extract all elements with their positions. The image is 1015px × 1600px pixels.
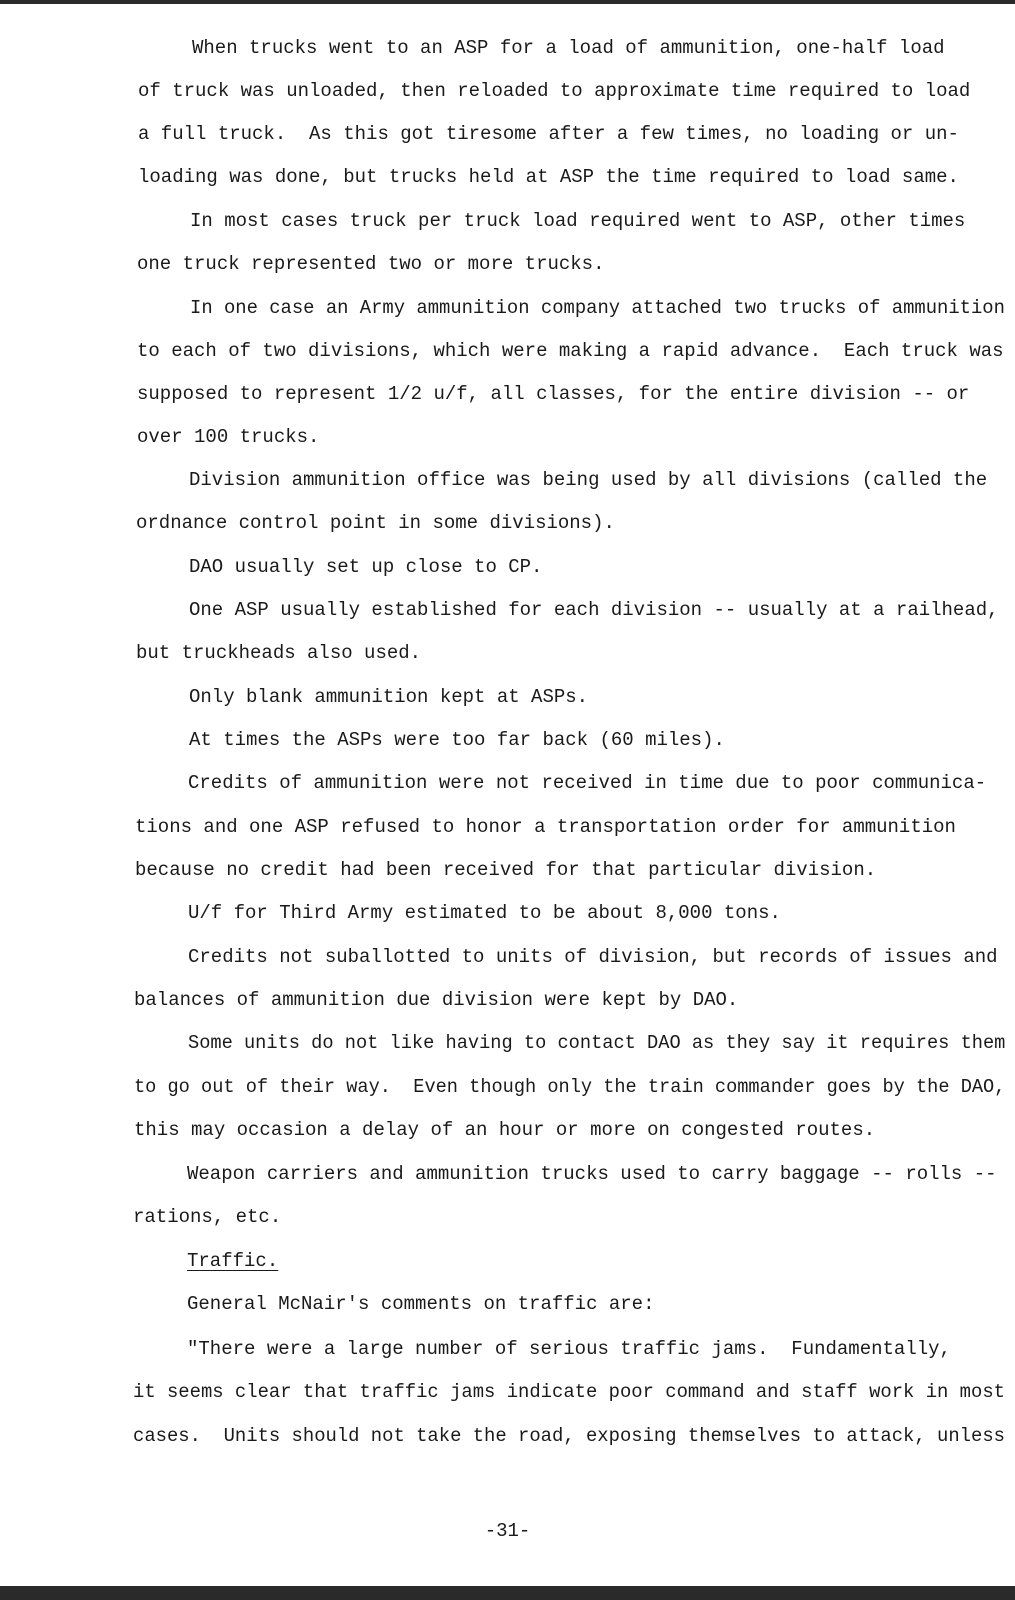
text-line-27: Weapon carriers and ammunition trucks used to carry baggage -- rolls --	[187, 1163, 997, 1185]
text-line-3: a full truck. As this got tiresome after a few times, no loading or un-	[138, 123, 959, 145]
text-line-2: of truck was unloaded, then reloaded to approximate time required to load	[138, 80, 971, 102]
text-line-23: balances of ammunition due division were kept by DAO.	[134, 989, 739, 1011]
section-heading-traffic: Traffic.	[187, 1250, 279, 1272]
text-line-33: cases. Units should not take the road, exposing themselves to attack, unless	[133, 1425, 1005, 1447]
text-line-26: this may occasion a delay of an hour or more on congested routes.	[134, 1119, 876, 1141]
text-line-21: U/f for Third Army estimated to be about 8,000 tons.	[188, 902, 781, 924]
text-line-6: one truck represented two or more trucks.	[137, 253, 605, 275]
text-line-14: One ASP usually established for each division -- usually at a railhead,	[189, 599, 999, 621]
text-line-28: rations, etc.	[133, 1206, 282, 1228]
text-line-15: but truckheads also used.	[136, 642, 422, 664]
text-line-10: over 100 trucks.	[137, 426, 320, 448]
text-line-4: loading was done, but trucks held at ASP the time required to load same.	[138, 166, 959, 188]
text-line-32: it seems clear that traffic jams indicate poor command and staff work in most	[133, 1381, 1005, 1403]
text-line-20: because no credit had been received for that particular division.	[135, 859, 877, 881]
text-line-31: "There were a large number of serious traffic jams. Fundamentally,	[187, 1338, 951, 1360]
text-line-13: DAO usually set up close to CP.	[189, 556, 543, 578]
page-number: -31-	[484, 1520, 531, 1542]
text-line-12: ordnance control point in some divisions).	[136, 512, 615, 534]
text-line-11: Division ammunition office was being used by all divisions (called the	[189, 469, 988, 491]
text-line-16: Only blank ammunition kept at ASPs.	[189, 686, 589, 708]
text-line-5: In most cases truck per truck load required went to ASP, other times	[190, 210, 966, 232]
text-line-22: Credits not suballotted to units of division, but records of issues and	[188, 946, 998, 968]
text-line-7: In one case an Army ammunition company attached two trucks of ammunition	[190, 297, 1005, 319]
text-line-24: Some units do not like having to contact DAO as they say it requires them	[188, 1032, 1006, 1054]
text-line-8: to each of two divisions, which were making a rapid advance. Each truck was	[137, 340, 1004, 362]
page-bottom-edge	[0, 1586, 1015, 1600]
text-line-1: When trucks went to an ASP for a load of ammunition, one-half load	[192, 37, 945, 59]
text-line-25: to go out of their way. Even though only the train commander goes by the DAO,	[134, 1076, 1006, 1098]
text-line-19: tions and one ASP refused to honor a transportation order for ammunition	[135, 816, 956, 838]
text-line-18: Credits of ammunition were not received in time due to poor communica-	[188, 772, 987, 794]
text-line-17: At times the ASPs were too far back (60 miles).	[189, 729, 725, 751]
text-line-30: General McNair's comments on traffic are:	[187, 1293, 655, 1315]
text-line-9: supposed to represent 1/2 u/f, all classes, for the entire division -- or	[137, 383, 970, 405]
